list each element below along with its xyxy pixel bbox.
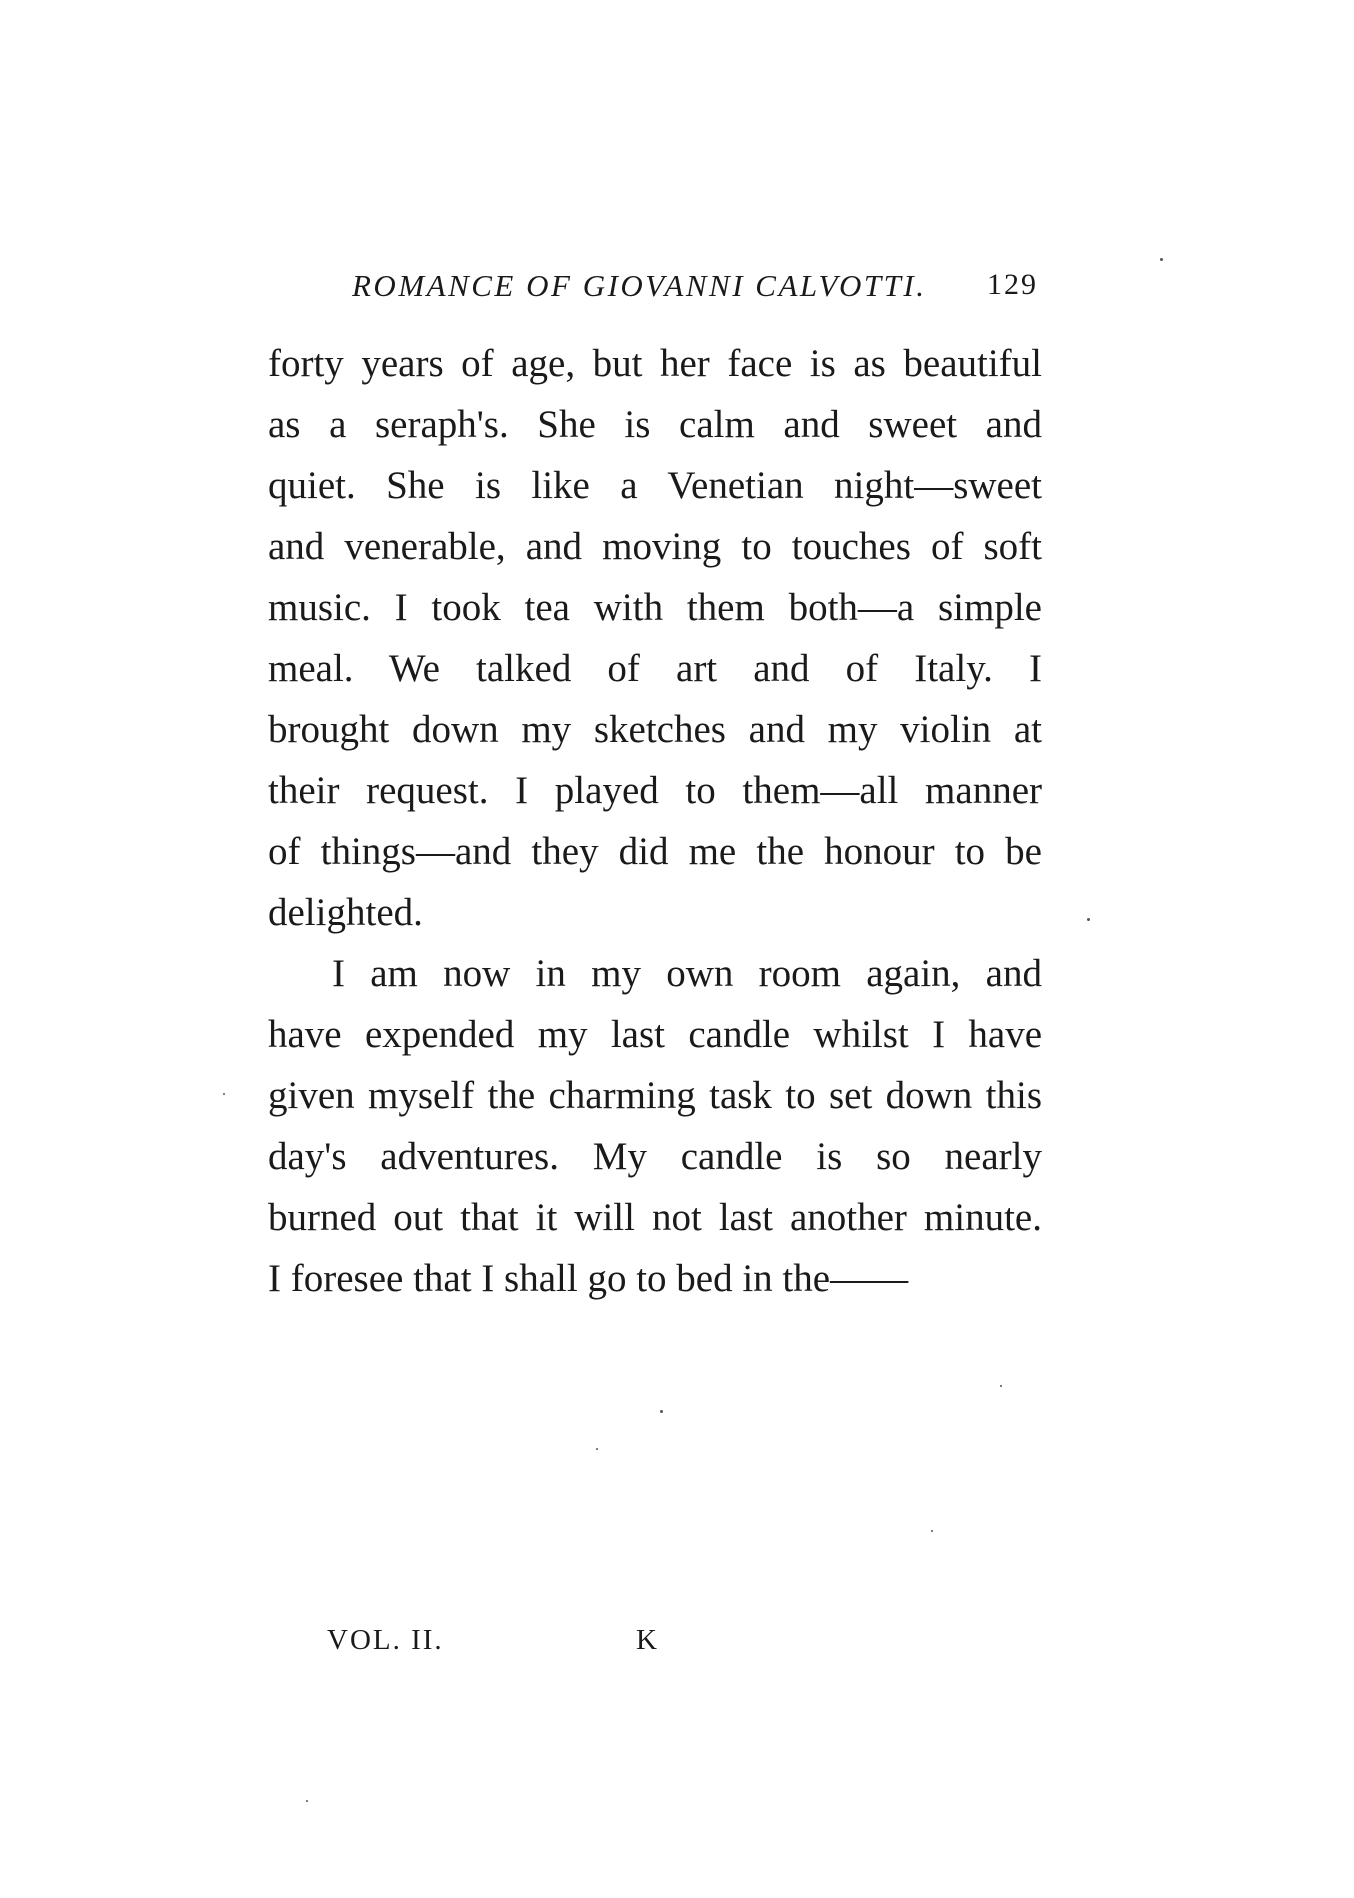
text-line: their request. I played to them—all manner — [268, 769, 1042, 812]
volume-mark: VOL. II. — [327, 1624, 444, 1656]
body-text — [268, 333, 1042, 1309]
text-line: music. I took tea with them both—a simple — [268, 586, 1042, 629]
running-title: ROMANCE OF GIOVANNI CALVOTTI. — [352, 268, 927, 303]
scan-speck — [306, 1800, 308, 1802]
signature-mark: K — [636, 1624, 659, 1656]
scan-speck — [596, 1448, 598, 1450]
paragraph-1 — [268, 333, 1042, 943]
scan-speck — [1000, 1385, 1002, 1387]
text-line: of things—and they did me the honour to be — [268, 830, 1042, 873]
text-line: forty years of age, but her face is as beautiful — [268, 342, 1042, 385]
page-number: 129 — [987, 268, 1038, 301]
scan-speck — [931, 1530, 933, 1532]
scan-speck — [1160, 258, 1163, 261]
text-line: meal. We talked of art and of Italy. I — [268, 647, 1042, 690]
text-line: day's adventures. My candle is so nearly — [268, 1135, 1042, 1178]
text-line: and venerable, and moving to touches of soft — [268, 525, 1042, 568]
scan-speck — [660, 1410, 663, 1413]
text-line: brought down my sketches and my violin at — [268, 708, 1042, 751]
text-line: I foresee that I shall go to bed in the—— — [268, 1257, 909, 1300]
scan-speck — [1087, 918, 1090, 921]
text-line: given myself the charming task to set down this — [268, 1074, 1042, 1117]
text-line: I am now in my own room again, and — [332, 952, 1042, 995]
text-line: have expended my last candle whilst I have — [268, 1013, 1042, 1056]
text-line: as a seraph's. She is calm and sweet and — [268, 403, 1042, 446]
scan-speck — [223, 1093, 225, 1095]
footer — [0, 1624, 1354, 1664]
text-line: quiet. She is like a Venetian night—sweet — [268, 464, 1042, 507]
running-head — [268, 262, 1048, 312]
paragraph-2 — [268, 943, 1042, 1309]
text-line: delighted. — [268, 891, 423, 934]
text-line: burned out that it will not last another minute. — [268, 1196, 1042, 1239]
